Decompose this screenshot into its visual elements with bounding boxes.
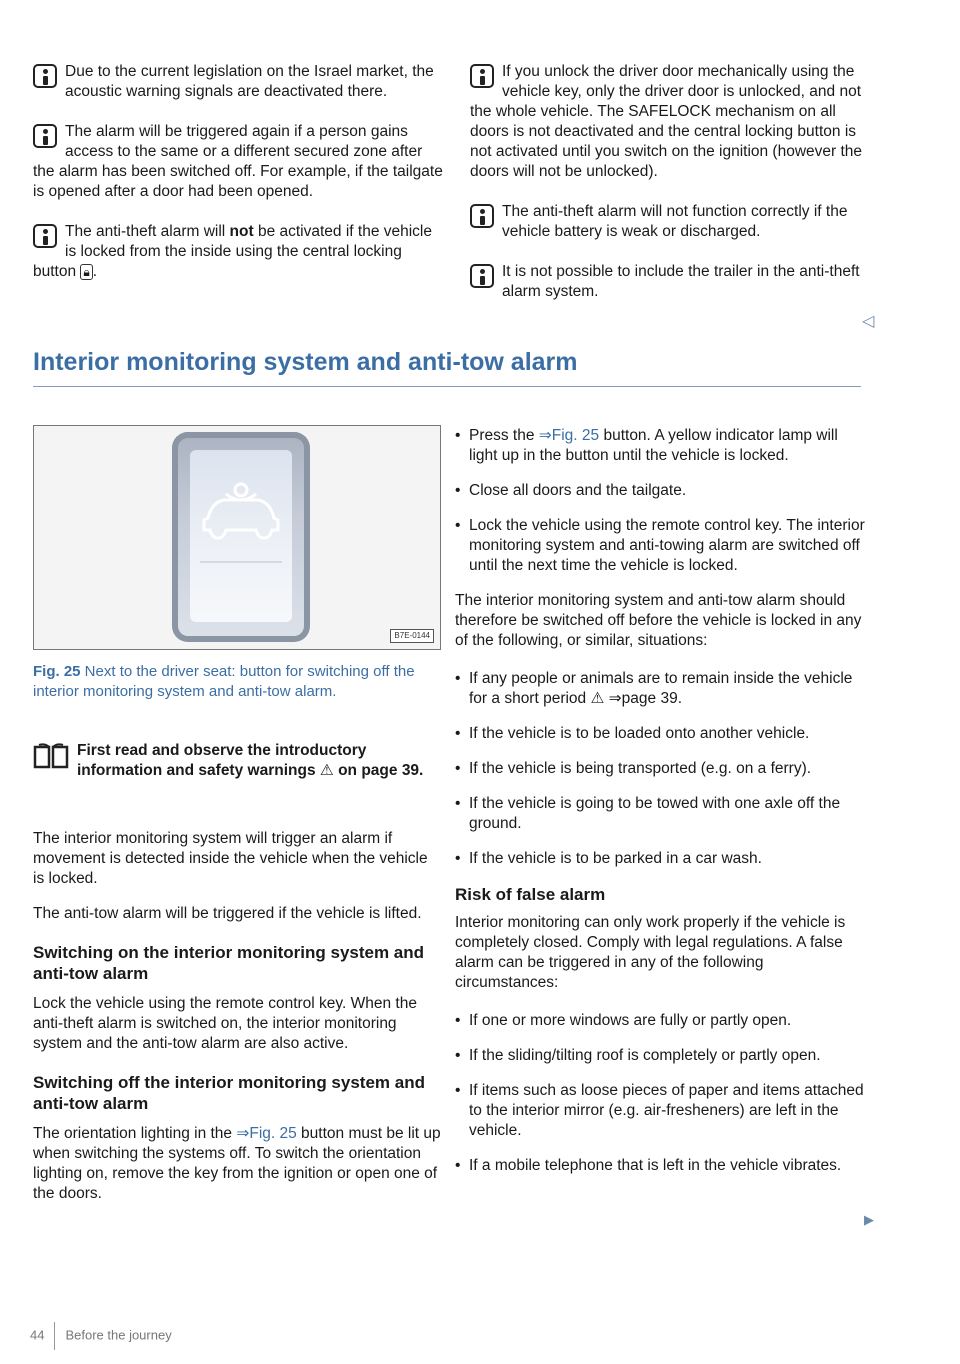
note-text: If you unlock the driver door mechanically using the vehicle key, only the driver door is unlocked, and not the whole vehicle. The SAFELOCK mechanism on all doors is not deactivated and the central locking button is not activated until you switch on the ignition (however the doors will not be unlocked).	[470, 63, 863, 180]
list-item: • If the vehicle is to be parked in a car wash.	[455, 849, 870, 869]
figure-link[interactable]: ⇒Fig. 25	[236, 1125, 297, 1142]
intro-warning: First read and observe the introductory information and safety warnings ⚠ on page 39.	[33, 741, 441, 781]
paragraph: The interior monitoring system and anti-tow alarm should therefore be switched off before the vehicle is locked in any of the following, or similar, situations:	[455, 592, 862, 649]
figure-link[interactable]: ⇒Fig. 25	[538, 427, 600, 444]
note-text: The anti-theft alarm will not function correctly if the vehicle battery is weak or discharged.	[502, 203, 848, 240]
info-icon	[33, 224, 57, 248]
note-text: The anti-theft alarm will not be activated if the vehicle is locked from the inside using the central locking button 🔒︎ .	[33, 223, 432, 280]
page-number: 44	[30, 1327, 45, 1343]
list-item: • If one or more windows are fully or partly open.	[455, 1011, 870, 1031]
heading-switch-off: Switching off the interior monitoring system and anti-tow alarm	[33, 1073, 425, 1113]
list-item: • If a mobile telephone that is left in the vehicle vibrates.	[455, 1156, 870, 1176]
situations-list	[455, 669, 870, 869]
figure-caption: Fig. 25 Next to the driver seat: button for switching off the interior monitoring system and anti-tow alarm.	[33, 663, 415, 700]
info-note	[33, 222, 445, 282]
list-item: • If the vehicle is going to be towed with one axle off the ground.	[455, 794, 870, 834]
false-alarm-list	[455, 1011, 870, 1176]
left-notes	[33, 62, 445, 302]
right-notes	[470, 62, 870, 322]
list-item: • Lock the vehicle using the remote control key. The interior monitoring system and anti-towing alarm are switched off until the next time the vehicle is locked.	[455, 516, 870, 576]
right-body	[455, 426, 870, 1191]
info-note	[33, 122, 445, 202]
info-icon	[33, 64, 57, 88]
steps-list	[455, 426, 870, 576]
lock-icon: 🔒︎	[80, 264, 92, 280]
paragraph: Lock the vehicle using the remote control key. When the anti-theft alarm is switched on, the interior monitoring system and the anti-tow alarm are also active.	[33, 995, 417, 1052]
left-body	[33, 829, 441, 1204]
paragraph: Interior monitoring can only work properly if the vehicle is completely closed. Comply with legal regulations. A false alarm can be triggered in any of the following circumstances:	[455, 914, 846, 991]
page-footer	[30, 1322, 172, 1350]
note-text: The alarm will be triggered again if a person gains access to the same or a different secured zone after the alarm has been switched off. For example, if the tailgate is opened after a door had been opened.	[33, 123, 443, 200]
section-title: Interior monitoring system and anti-tow alarm	[33, 347, 861, 387]
note-text: It is not possible to include the trailer in the anti-theft alarm system.	[502, 263, 860, 300]
list-item: • If the sliding/tilting roof is completely or partly open.	[455, 1046, 870, 1066]
button-face	[190, 450, 292, 622]
info-icon	[470, 64, 494, 88]
book-icon	[33, 743, 69, 769]
info-icon	[470, 264, 494, 288]
info-note	[470, 202, 870, 242]
note-text: Due to the current legislation on the Israel market, the acoustic warning signals are deactivated there.	[65, 63, 434, 100]
info-note	[470, 262, 870, 302]
warning-icon: ⚠	[319, 762, 334, 779]
footer-divider	[54, 1322, 55, 1350]
info-note	[33, 62, 445, 102]
alarm-switch-button-illustration	[172, 432, 310, 642]
continue-icon: ▶	[864, 1212, 874, 1227]
list-item: • Close all doors and the tailgate.	[455, 481, 870, 501]
chapter-name: Before the journey	[65, 1327, 172, 1343]
info-note	[470, 62, 870, 182]
info-icon	[33, 124, 57, 148]
figure-code: B7E-0144	[390, 629, 434, 643]
heading-false-alarm: Risk of false alarm	[455, 885, 606, 904]
list-item: • If the vehicle is to be loaded onto another vehicle.	[455, 724, 870, 744]
list-item: • If items such as loose pieces of paper and items attached to the interior mirror (e.g. air-fresheners) are left in the vehicle.	[455, 1081, 870, 1141]
paragraph: The anti-tow alarm will be triggered if the vehicle is lifted.	[33, 905, 422, 922]
figure-25	[33, 425, 441, 650]
list-item: • If any people or animals are to remain inside the vehicle for a short period ⚠ ⇒page 39.	[455, 669, 870, 709]
car-interior-monitoring-icon	[190, 450, 292, 622]
list-item: • Press the ⇒Fig. 25 button. A yellow indicator lamp will light up in the button until the vehicle is locked.	[455, 426, 870, 466]
info-icon	[470, 204, 494, 228]
heading-switch-on: Switching on the interior monitoring system and anti-tow alarm	[33, 943, 425, 983]
paragraph: The orientation lighting in the ⇒Fig. 25 button must be lit up when switching the systems off. To switch the orientation lighting on, remove the key from the ignition or open one of the doors.	[33, 1125, 441, 1202]
list-item: • If the vehicle is being transported (e.g. on a ferry).	[455, 759, 870, 779]
end-of-section-icon: ◁	[862, 313, 875, 330]
paragraph: The interior monitoring system will trigger an alarm if movement is detected inside the vehicle when the vehicle is locked.	[33, 830, 428, 887]
